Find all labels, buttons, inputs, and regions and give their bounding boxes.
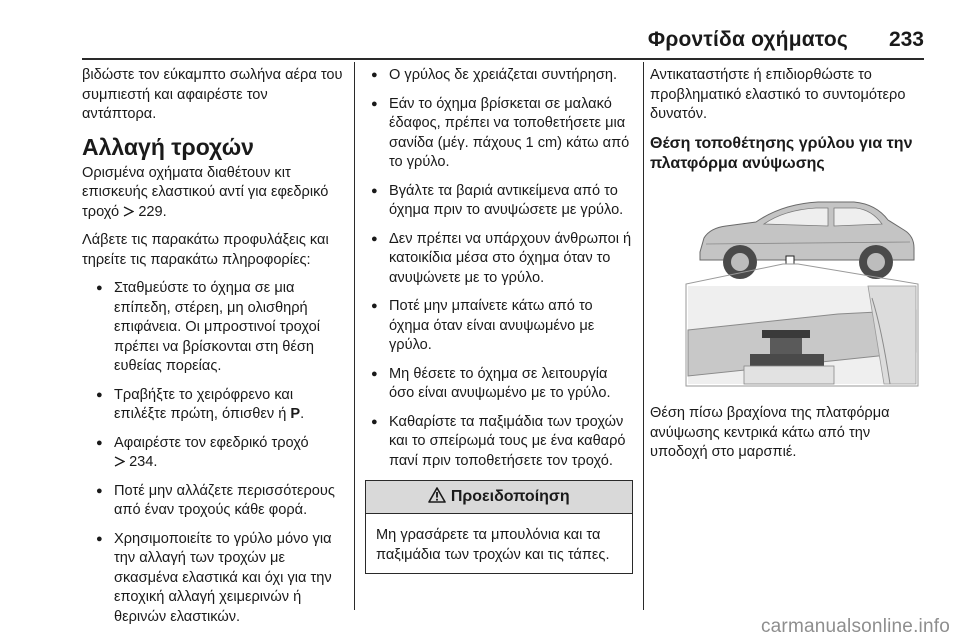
jacking-point-illustration [678, 180, 924, 392]
paragraph: Αντικαταστήστε ή επιδιορθώστε το προβληματικό ελαστικό το συντομότερο δυνατόν. [650, 67, 906, 122]
list-item-text: Τραβήξτε το χειρόφρενο και επιλέξτε πρώτη, όπισθεν ή [114, 386, 294, 422]
continued-text: βιδώστε τον εύκαμπτο σωλήνα αέρα του συμπιεστή και αφαιρέστε τον αντάπτορα. [82, 67, 343, 122]
column-divider-2 [643, 62, 644, 610]
page-reference-icon[interactable] [123, 206, 134, 217]
page-number: 233 [888, 28, 924, 51]
list-item [82, 434, 344, 473]
page-reference[interactable]: 229. [138, 203, 167, 220]
list-item: ● Δεν πρέπει να υπάρχουν άνθρωποι ή κατοικίδια μέσα στο όχημα όταν το ανυψώνετε με το γρύλο. [365, 230, 633, 289]
list-item: ● Σταθμεύστε το όχημα σε μια επίπεδη, στέρεη, μη ολισθηρή επιφάνεια. Οι μπροστινοί τροχοί πρέπει να βρίσκονται στη θέση ευθείας πορείας. [82, 279, 344, 377]
list-item: ● Καθαρίστε τα παξιμάδια των τροχών και το σπείρωμά τους με ένα καθαρό πανί πριν τοποθετήσετε τον τροχό. [365, 413, 633, 472]
paragraph: Λάβετε τις παρακάτω προφυλάξεις και τηρείτε τις παρακάτω πληροφορίες: [82, 232, 329, 268]
list-item: ● Μη θέσετε το όχημα σε λειτουργία όσο είναι ανυψωμένο με το γρύλο. [365, 365, 633, 404]
list-item: ● Ποτέ μην αλλάζετε περισσότερους από έναν τροχούς κάθε φορά. [82, 482, 344, 521]
page-reference[interactable]: 234. [129, 454, 158, 470]
underbody-detail [688, 286, 916, 384]
list-item-end: . [300, 406, 305, 422]
list-item: ● Εάν το όχημα βρίσκεται σε μαλακό έδαφος, πρέπει να τοποθετήσετε μια σανίδα (μέγ. πάχους 1 cm) κάτω από το γρύλο. [365, 95, 633, 173]
precautions-list-continued [365, 66, 633, 471]
list-item: ● Ο γρύλος δε χρειάζεται συντήρηση. [365, 66, 633, 86]
subsection-title: Θέση τοποθέτησης γρύλου για την πλατφόρμα ανύψωσης [650, 134, 913, 172]
gear-label: P [290, 406, 301, 422]
column-2 [365, 66, 633, 574]
warning-header [366, 481, 632, 514]
column-1 [82, 66, 344, 636]
figure-caption: Θέση πίσω βραχίονα της πλατφόρμα ανύψωσης κεντρικά κάτω από την υποδοχή στο μαρσπιέ. [650, 405, 890, 460]
paragraph [82, 164, 344, 223]
column-divider-1 [354, 62, 355, 610]
list-item-text: Αφαιρέστε τον εφεδρικό τροχό [114, 434, 309, 451]
warning-title: Προειδοποίηση [450, 488, 570, 505]
section-title: Αλλαγή τροχών [82, 133, 254, 160]
warning-text: Μη γρασάρετε τα μπουλόνια και τα παξιμάδια των τροχών και τις τάπες. [376, 527, 610, 563]
page-reference-icon[interactable] [114, 456, 125, 467]
list-item: ● Βγάλτε τα βαριά αντικείμενα από το όχημα πριν το ανυψώσετε με γρύλο. [365, 182, 633, 221]
list-item [82, 386, 344, 425]
header-divider [82, 58, 924, 60]
list-item: ● Ποτέ μην μπαίνετε κάτω από το όχημα όταν είναι ανυψωμένο με γρύλο. [365, 297, 633, 356]
list-item: ● Χρησιμοποιείτε το γρύλο μόνο για την αλλαγή των τροχών με σκασμένα ελαστικά και όχι για την εποχική αλλαγή χειμερινών ή θερινών ελαστικών. [82, 530, 344, 628]
watermark: carmanualsonline.info [760, 616, 950, 637]
warning-triangle-icon [428, 487, 446, 503]
paragraph-text: Ορισμένα οχήματα διαθέτουν κιτ επισκευής ελαστικού αντί για εφεδρικό τροχό [82, 164, 329, 220]
column-3 [650, 66, 928, 184]
page-header [0, 22, 960, 58]
warning-box [365, 480, 633, 574]
precautions-list [82, 279, 344, 627]
chapter-title: Φροντίδα οχήματος [647, 28, 848, 51]
